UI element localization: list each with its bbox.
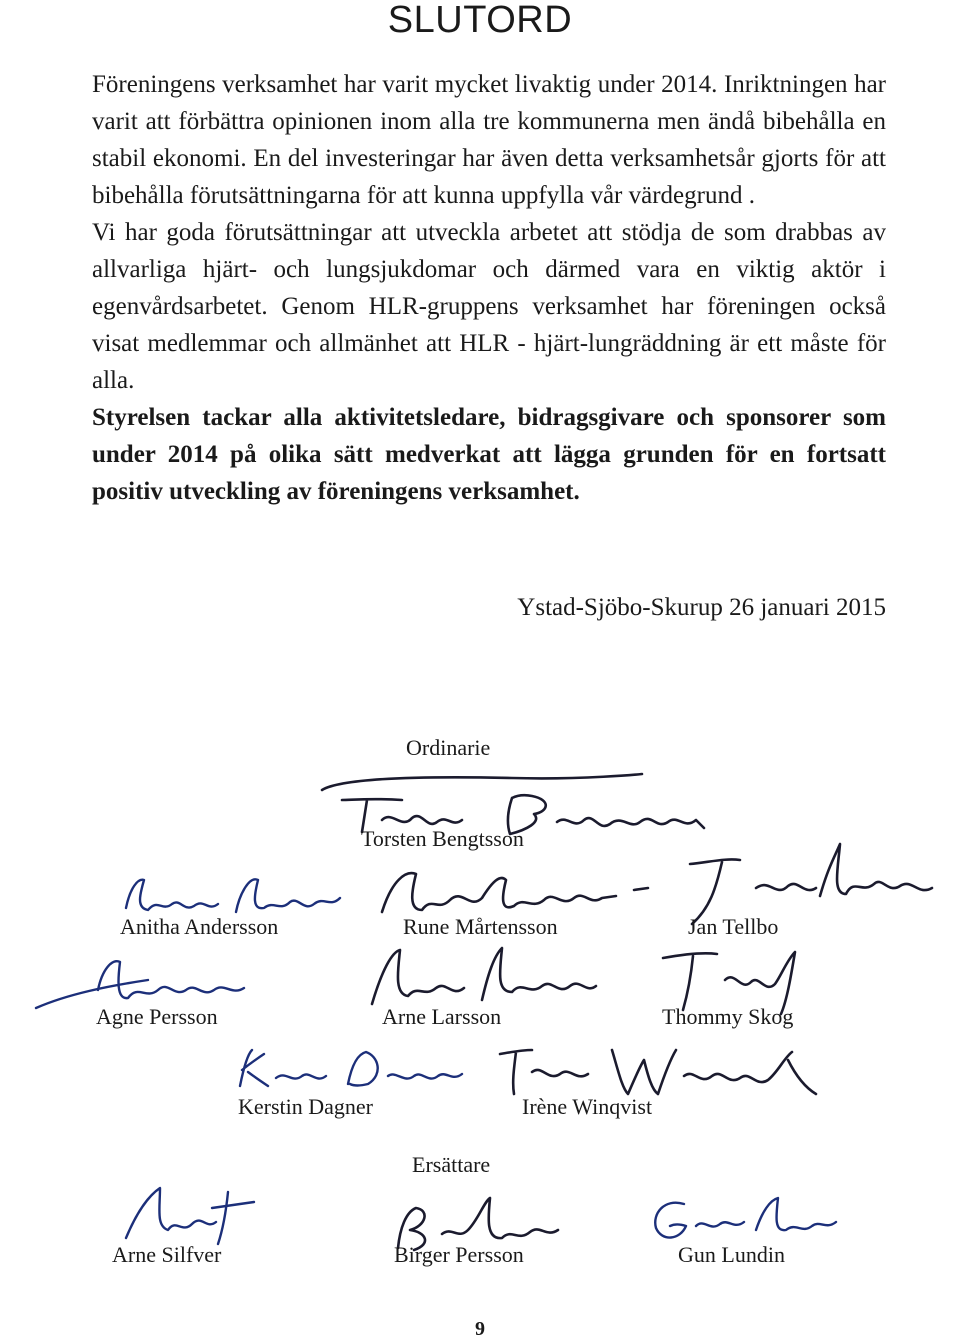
- member-name: Gun Lundin: [678, 1242, 785, 1267]
- member-name: Anitha Andersson: [120, 914, 279, 939]
- ersattare-heading: Ersättare: [412, 1152, 491, 1177]
- place-date-line: Ystad-Sjöbo-Skurup 26 januari 2015: [517, 594, 886, 621]
- paragraph-activities: Föreningens verksamhet har varit mycket livaktig under 2014. Inriktningen har varit att förbättra opinionen inom alla tre kommunerna men ändå bibehålla en stabil ekonomi. En del investeringar har även detta verksamhetsår gjorts för att bibehålla förutsättningarna för att kunna uppfylla vår värdegrund .: [92, 71, 886, 209]
- member-name: Arne Silfver: [112, 1242, 222, 1267]
- paragraph-thanks: Styrelsen tackar alla aktivitetsledare, bidragsgivare och sponsorer som under 2014 på olika sätt medverkat att lägga grunden för en fortsatt positiv utveckling av föreningens verksamhet.: [92, 404, 886, 505]
- member-name: Kerstin Dagner: [238, 1094, 374, 1119]
- member-name: Torsten Bengtsson: [361, 826, 524, 851]
- member-name: Rune Mårtensson: [403, 914, 558, 939]
- ordinarie-heading: Ordinarie: [406, 735, 491, 760]
- signature-kerstin-dagner: [228, 1044, 468, 1094]
- page-number: 9: [475, 1318, 485, 1340]
- signature-arne-silfver: [116, 1178, 266, 1248]
- member-name: Irène Winqvist: [522, 1094, 653, 1119]
- member-name: Arne Larsson: [382, 1004, 502, 1029]
- member-name: Agne Persson: [96, 1004, 218, 1029]
- member-name: Birger Persson: [394, 1242, 524, 1267]
- member-name: Thommy Skog: [662, 1004, 794, 1029]
- member-name: Jan Tellbo: [688, 914, 779, 939]
- paragraph-goals: Vi har goda förutsättningar att utveckla arbetet att stödja de som drabbas av allvarliga hjärt- och lungsjukdomar och därmed vara en viktig aktör i egenvårdsarbetet. Genom HLR-gruppens verksamhet har föreningen också visat medlemmar och allmänhet att HLR - hjärt-lungräddning är ett måste för alla.: [92, 219, 886, 394]
- signature-gun-lundin: [644, 1190, 844, 1250]
- page-title: SLUTORD: [387, 0, 573, 41]
